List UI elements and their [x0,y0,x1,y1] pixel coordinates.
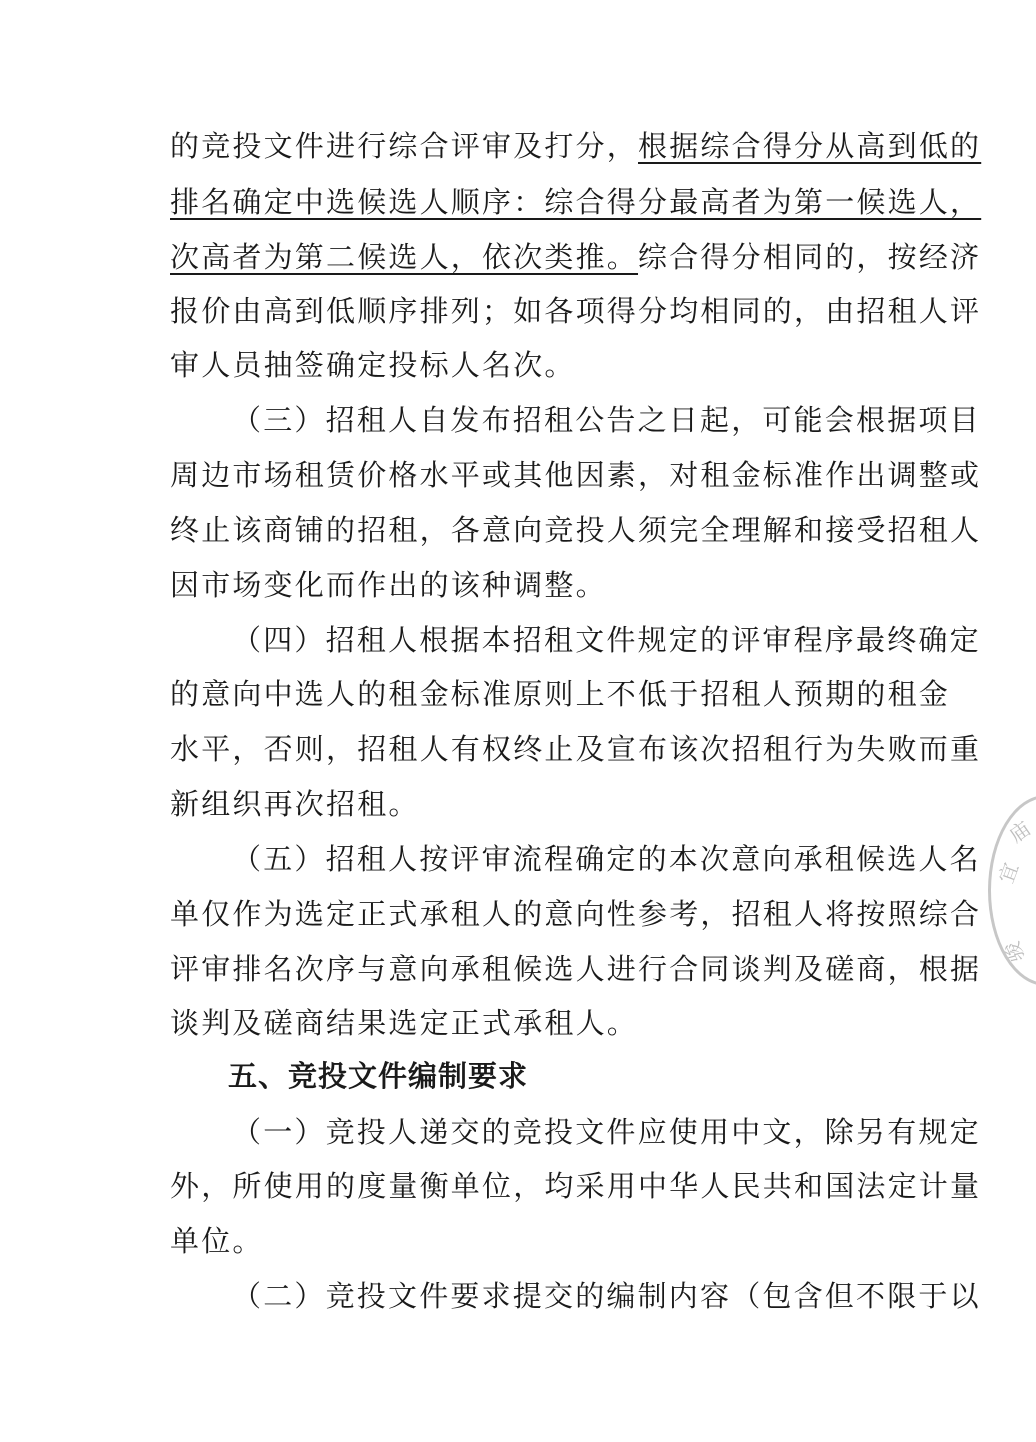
text-line-3 [170,237,982,277]
paragraph-4-start: （四）招租人根据本招租文件规定的评审程序最终确定 [232,623,981,657]
text-line-13: 新组织再次招租。 [170,787,420,821]
text-line-16: 评审排名次序与意向承租候选人进行合同谈判及磋商，根据 [170,952,982,986]
seal-char-3: 骏 [999,938,1030,966]
paragraph-5-start: （五）招租人按评审流程确定的本次意向承租候选人名 [232,842,981,876]
text-underlined: 排名确定中选候选人顺序：综合得分最高者为第一候选人， [170,185,982,219]
paragraph-3-start: （三）招租人自发布招租公告之日起，可能会根据项目 [232,403,981,437]
official-seal-stamp [988,795,1036,986]
text-line-15: 单仅作为选定正式承租人的意向性参考，招租人将按照综合 [170,897,982,931]
paragraph-7-start: （二）竞投文件要求提交的编制内容（包含但不限于以 [232,1279,981,1313]
text-line-7: 周边市场租赁价格水平或其他因素，对租金标准作出调整或 [170,458,982,492]
text-line-8: 终止该商铺的招租，各意向竞投人须完全理解和接受招租人 [170,513,982,547]
seal-char-2: 宜 [993,859,1024,887]
text-line-12: 水平，否则，招租人有权终止及宣布该次招租行为失败而重 [170,732,982,766]
text-line-4: 报价由高到低顺序排列；如各项得分均相同的，由招租人评 [170,294,982,328]
text-line-21: 单位。 [170,1224,264,1258]
text-underlined: 次高者为第二候选人，依次类推。 [170,240,639,274]
text-plain: 的竞投文件进行综合评审及打分， [170,129,639,163]
text-line-5: 审人员抽签确定投标人名次。 [170,348,576,382]
text-line-20: 外，所使用的度量衡单位，均采用中华人民共和国法定计量 [170,1169,982,1203]
text-line-2 [170,182,982,222]
text-line-17: 谈判及磋商结果选定正式承租人。 [170,1006,639,1040]
seal-char-1: 庙 [1004,816,1035,848]
text-line-11: 的意向中选人的租金标准原则上不低于招租人预期的租金 [170,677,951,711]
text-line-9: 因市场变化而作出的该种调整。 [170,568,607,602]
section-heading: 五、竞投文件编制要求 [228,1059,529,1093]
text-underlined: 根据综合得分从高到低的 [638,129,982,163]
text-line-1 [170,126,982,166]
paragraph-6-start: （一）竞投人递交的竞投文件应使用中文，除另有规定 [232,1115,981,1149]
text-plain: 综合得分相同的，按经济 [638,240,982,274]
